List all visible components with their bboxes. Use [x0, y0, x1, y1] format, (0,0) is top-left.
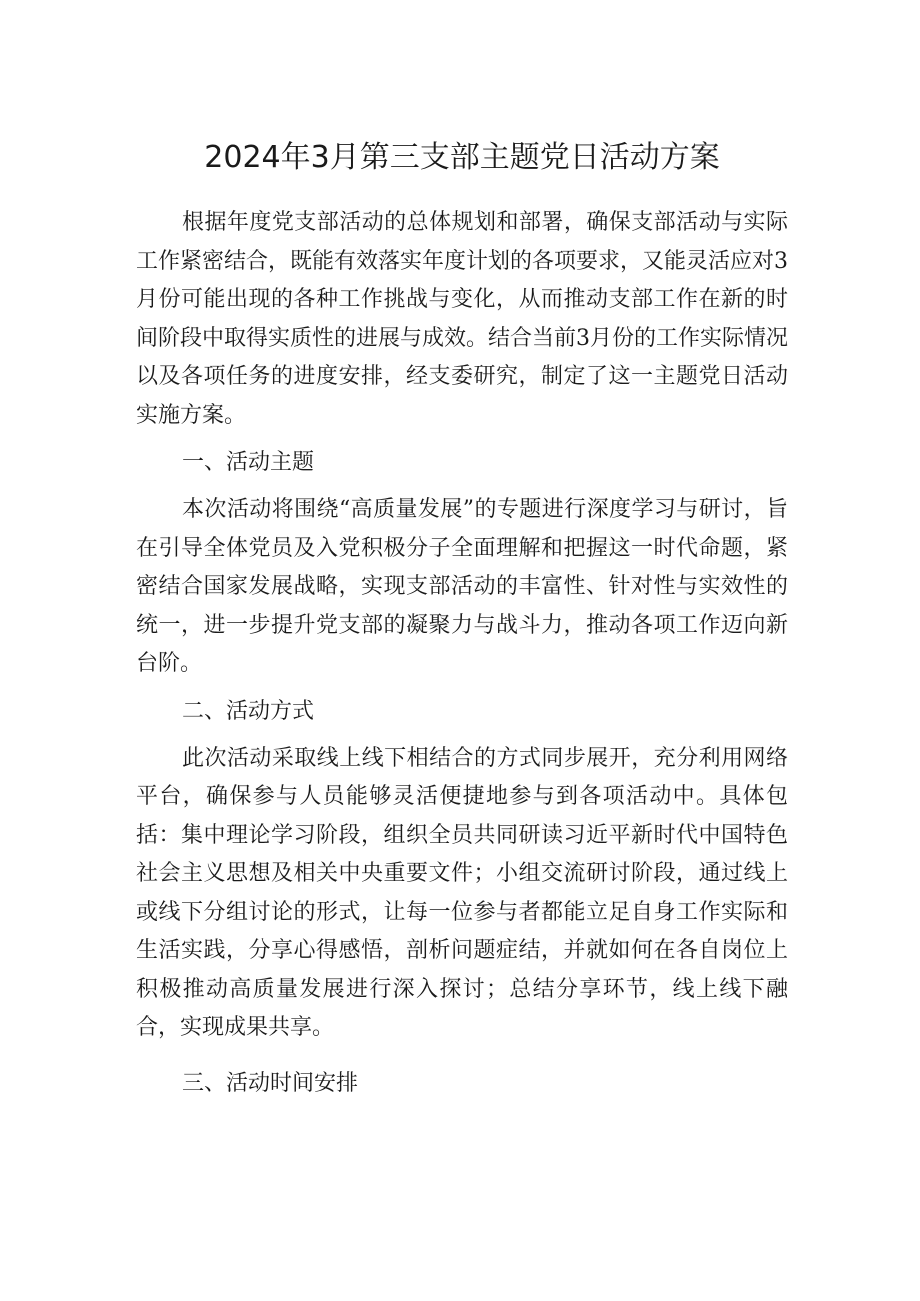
section-body-method: 此次活动采取线上线下相结合的方式同步展开，充分利用网络平台，确保参与人员能够灵活便捷地参与到各项活动中。具体包括：集中理论学习阶段，组织全员共同研读习近平新时代中国特色社会主义思想及相关中央重要文件；小组交流研讨阶段，通过线上或线下分组讨论的形式，让每一位参与者都能立足自身工作实际和生活实践，分享心得感悟，剖析问题症结，并就如何在各自岗位上积极推动高质量发展进行深入探讨；总结分享环节，线上线下融合，实现成果共享。: [136, 745, 788, 1040]
section-heading-theme: 一、活动主题: [182, 450, 315, 475]
section-heading-schedule: 三、活动时间安排: [182, 1070, 359, 1096]
document-title: 2024年3月第三支部主题党日活动方案: [204, 140, 720, 175]
intro-paragraph: 根据年度党支部活动的总体规划和部署，确保支部活动与实际工作紧密结合，既能有效落实年度计划的各项要求，又能灵活应对3月份可能出现的各种工作挑战与变化，从而推动支部工作在新的时间阶段中取得实质性的进展与成效。结合当前3月份的工作实际情况以及各项任务的进度安排，经支委研究，制定了这一主题党日活动实施方案。: [136, 210, 788, 428]
section-body-theme: 本次活动将围绕“高质量发展”的专题进行深度学习与研讨，旨在引导全体党员及入党积极分子全面理解和把握这一时代命题，紧密结合国家发展战略，实现支部活动的丰富性、针对性与实效性的统一，进一步提升党支部的凝聚力与战斗力，推动各项工作迈向新台阶。: [136, 497, 788, 676]
section-heading-method: 二、活动方式: [182, 698, 315, 724]
